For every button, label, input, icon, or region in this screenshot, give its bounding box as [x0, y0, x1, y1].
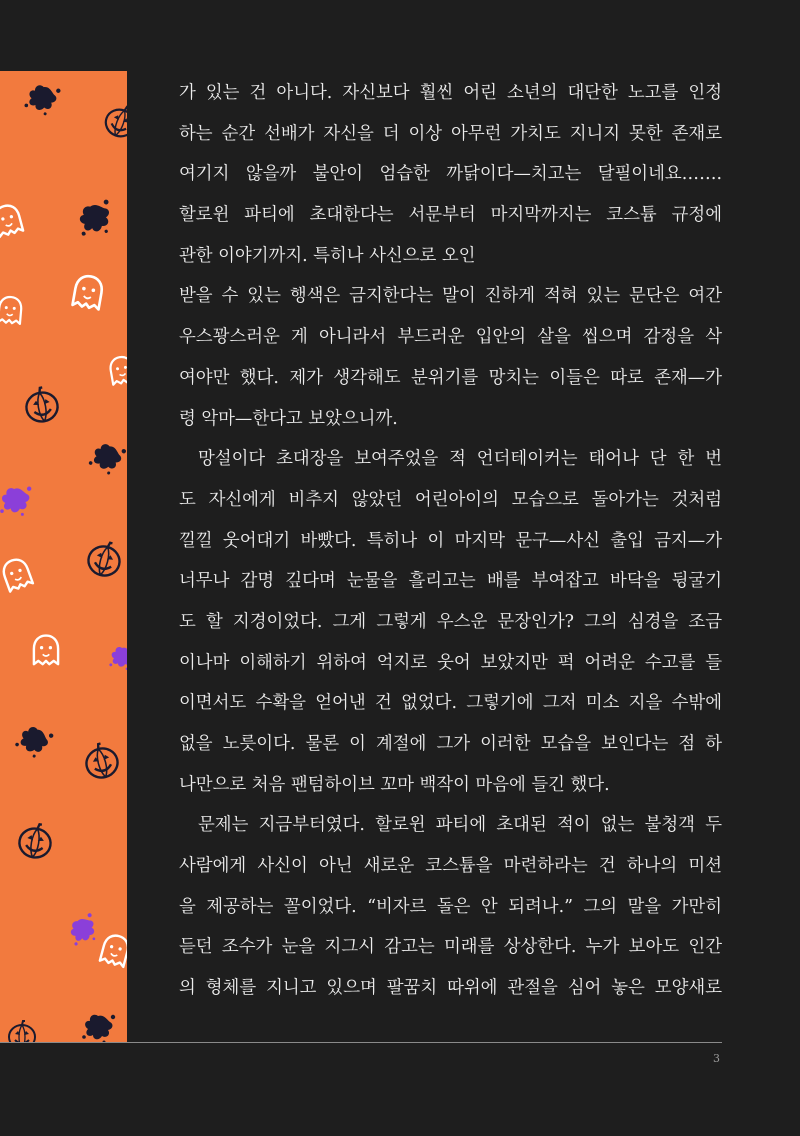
- text-line: 여야만 했다. 제가 생각해도 분위기를 망치는 이들은 따로 존재—가: [179, 367, 722, 388]
- text-line: 너무나 감명 깊다며 눈물을 흘리고는 배를 부여잡고 바닥을 뒹굴기: [179, 571, 722, 592]
- text-line: 이면서도 수확을 얻어낸 건 없었다. 그렇기에 그저 미소 지을 수밖에: [179, 693, 722, 714]
- text-line: 의 형체를 지니고 있으며 팔꿈치 따위에 관절을 심어 놓은 모양새로: [179, 978, 722, 999]
- splat-icon: [73, 199, 118, 241]
- pumpkin-icon: [102, 102, 127, 141]
- text-line: 이나마 이해하기 위하여 억지로 웃어 보았지만 퍽 어려운 수고를 들: [179, 652, 722, 673]
- ghost-icon: [100, 933, 127, 967]
- pumpkin-icon: [17, 821, 54, 860]
- splat-icon: [23, 83, 60, 117]
- splat-icon: [0, 486, 34, 517]
- halloween-pattern: [0, 71, 127, 1043]
- text-line: 낄낄 웃어대기 바빴다. 특히나 이 마지막 문구—사신 출입 금지—가: [179, 530, 722, 551]
- text-line: 관한 이야기까지. 특히나 사신으로 오인: [179, 245, 476, 266]
- text-line: 도 할 지경이었다. 그게 그렇게 우스운 문장인가? 그의 심경을 조금: [179, 611, 722, 632]
- pumpkin-icon: [9, 1021, 35, 1043]
- text-line: 할로윈 파티에 초대한다는 서문부터 마지막까지는 코스튬 규정에: [179, 205, 722, 226]
- text-line: 받을 수 있는 행색은 금지한다는 말이 진하게 적혀 있는 문단은 여간: [179, 286, 722, 307]
- pumpkin-icon: [85, 538, 124, 579]
- pumpkin-icon: [23, 385, 60, 424]
- text-line: 나만으로 처음 팬텀하이브 꼬마 백작이 마음에 들긴 했다.: [179, 774, 610, 795]
- text-line: 하는 순간 선배가 자신을 더 이상 아무런 가치도 지니지 못한 존재로: [179, 123, 722, 144]
- page-number: 3: [713, 1052, 720, 1065]
- text-line: 우스꽝스러운 게 아니라서 부드러운 입안의 살을 씹으며 감정을 삭: [179, 327, 722, 348]
- text-line: 문제는 지금부터였다. 할로윈 파티에 초대된 적이 없는 불청객 두: [198, 815, 722, 836]
- text-line: 듣던 조수가 눈을 지그시 감고는 미래를 상상한다. 누가 보아도 인간: [179, 937, 722, 958]
- ghost-icon: [34, 636, 58, 665]
- text-line: 을 제공하는 꼴이었다. “비자르 돌은 안 되려나.” 그의 말을 가만히: [179, 896, 722, 917]
- halloween-pattern-strip: [0, 71, 127, 1043]
- text-line: 사람에게 사신이 아닌 새로운 코스튬을 마련하라는 건 하나의 미션: [179, 856, 722, 877]
- ghost-icon: [0, 556, 33, 591]
- text-line: 령 악마—한다고 보았으니까.: [179, 408, 398, 429]
- ghost-icon: [0, 296, 22, 324]
- splat-icon: [87, 441, 126, 477]
- splat-icon: [109, 647, 127, 670]
- text-line: 가 있는 건 아니다. 자신보다 훨씬 어린 소년의 대단한 노고를 인정: [179, 83, 722, 103]
- splat-icon: [82, 1015, 115, 1043]
- text-line: 도 자신에게 비추지 않았던 어린아이의 모습으로 돌아가는 것처럼: [179, 489, 722, 510]
- text-line: 여기지 않을까 불안이 엄습한 까닭이다—치고는 달필이네요…….: [179, 164, 722, 185]
- body-text: [179, 73, 722, 1009]
- footer-rule: [0, 1042, 722, 1043]
- ghost-icon: [0, 203, 23, 237]
- ghost-icon: [109, 355, 127, 384]
- ghost-icon: [73, 274, 104, 309]
- text-line: 망설이다 초대장을 보여주었을 적 언더테이커는 태어나 단 한 번: [198, 449, 722, 470]
- text-line: 없을 노릇이다. 물론 이 계절에 그가 이러한 모습을 보인다는 점 하: [179, 734, 722, 754]
- splat-icon: [65, 913, 104, 950]
- splat-icon: [13, 723, 54, 761]
- pumpkin-icon: [82, 740, 121, 781]
